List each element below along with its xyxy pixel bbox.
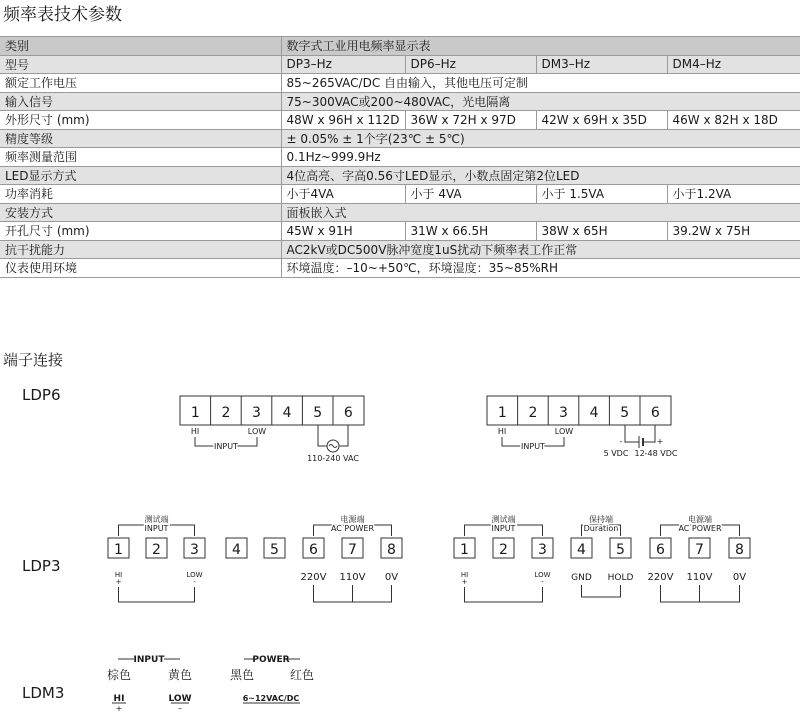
- terminal-number: 2: [499, 542, 508, 558]
- hold-wire: [582, 585, 621, 597]
- voltage-110-label: 110V: [339, 572, 366, 583]
- row-value: 45W x 91H: [281, 222, 405, 241]
- input-label: INPUT: [144, 524, 169, 533]
- model-cell: DP6–Hz: [405, 55, 536, 74]
- minus-sign: -: [541, 578, 544, 586]
- input-wire: [465, 587, 543, 602]
- hi-label: HI: [497, 427, 507, 436]
- terminal-number: 8: [387, 542, 396, 558]
- terminal-number: 4: [282, 405, 292, 421]
- model-label-ldm3: LDM3: [22, 684, 65, 702]
- terminal-number: 3: [538, 542, 547, 558]
- ldm3-diagram: [107, 655, 314, 713]
- terminal-number: 5: [620, 405, 630, 421]
- terminal-section-title: 端子连接: [3, 351, 64, 369]
- terminal-number: 7: [695, 542, 704, 558]
- row-value: 75~300VAC或200~480VAC，光电隔离: [281, 92, 800, 111]
- row-value: 0.1Hz~999.9Hz: [281, 148, 800, 167]
- row-value: ± 0.05% ± 1个字(23℃ ± 5℃): [281, 129, 800, 148]
- input-label: INPUT: [214, 442, 238, 451]
- row-value: AC2kV或DC500V脉冲宽度1uS扰动下频率表工作正常: [281, 240, 800, 259]
- duration-label: Duration: [583, 524, 619, 533]
- terminal-number: 4: [232, 542, 241, 558]
- row-value: 面板嵌入式: [281, 203, 800, 222]
- low-label: LOW: [534, 571, 551, 579]
- row-value: 36W x 72H x 97D: [405, 111, 536, 130]
- input-label: INPUT: [133, 655, 165, 665]
- terminal-number: 3: [559, 405, 568, 421]
- ac-power-label: AC POWER: [330, 524, 375, 533]
- plus-sign: +: [461, 578, 468, 586]
- row-label: 频率测量范围: [0, 148, 281, 167]
- terminal-number: 4: [589, 405, 599, 421]
- hi-label: HI: [114, 571, 123, 579]
- power-range-label: 6~12VAC/DC: [242, 694, 300, 703]
- minus-sign: -: [193, 578, 196, 586]
- row-value: 小于 4VA: [405, 185, 536, 204]
- plus-sign: +: [656, 437, 664, 446]
- input-wire: [119, 587, 195, 602]
- wire-color-yellow: 黄色: [167, 668, 193, 682]
- row-label: 开孔尺寸 (mm): [0, 222, 281, 241]
- terminal-number: 5: [616, 542, 625, 558]
- hi-label: HI: [460, 571, 469, 579]
- minus-sign: -: [619, 437, 623, 446]
- row-label: LED显示方式: [0, 166, 281, 185]
- row-value: 小于 1.5VA: [536, 185, 667, 204]
- terminal-number: 3: [190, 542, 199, 558]
- row-label: 型号: [0, 55, 281, 74]
- power-terminal-label: 电源端: [688, 515, 712, 524]
- terminal-number: 1: [190, 405, 200, 421]
- row-value: 环境温度：–10~+50℃，环境湿度：35~85%RH: [281, 259, 800, 278]
- row-label: 精度等级: [0, 129, 281, 148]
- voltage-220-label: 220V: [300, 572, 327, 583]
- terminal-number: 2: [152, 542, 161, 558]
- gnd-label: GND: [571, 573, 592, 583]
- terminal-number: 2: [528, 405, 538, 421]
- row-value: 85~265VAC/DC 自由输入，其他电压可定制: [281, 74, 800, 93]
- hi-label: HI: [190, 427, 200, 436]
- row-value: 39.2W x 75H: [667, 222, 800, 241]
- row-value: 46W x 82H x 18D: [667, 111, 800, 130]
- row-value: 4位高亮、字高0.56寸LED显示，小数点固定第2位LED: [281, 166, 800, 185]
- model-cell: DM4–Hz: [667, 55, 800, 74]
- page-title: 频率表技术参数: [3, 5, 122, 25]
- row-label: 抗干扰能力: [0, 240, 281, 259]
- row-label: 功率消耗: [0, 185, 281, 204]
- hold-terminal-label: 保持端: [589, 515, 613, 524]
- terminal-number: 8: [735, 542, 744, 558]
- row-label: 类别: [0, 37, 281, 56]
- terminal-number: 1: [497, 405, 507, 421]
- hi-label: HI: [113, 694, 125, 704]
- power-terminal-label: 电源端: [340, 515, 365, 524]
- low-label: LOW: [186, 571, 203, 579]
- model-label-ldp6: LDP6: [22, 386, 61, 404]
- low-label: LOW: [247, 427, 267, 436]
- row-value: 小于1.2VA: [667, 185, 800, 204]
- terminal-number: 3: [252, 405, 261, 421]
- model-cell: DM3–Hz: [536, 55, 667, 74]
- model-cell: DP3–Hz: [281, 55, 405, 74]
- row-value: 42W x 69H x 35D: [536, 111, 667, 130]
- row-label: 外形尺寸 (mm): [0, 111, 281, 130]
- row-label: 输入信号: [0, 92, 281, 111]
- test-terminal-label: 测试端: [144, 515, 169, 524]
- terminal-number: 2: [221, 405, 231, 421]
- voltage-220-label: 220V: [647, 572, 674, 583]
- row-label: 安装方式: [0, 203, 281, 222]
- voltage-0-label: 0V: [732, 572, 747, 583]
- dc-voltage-left-label: 5 VDC: [603, 449, 629, 458]
- terminal-number: 5: [313, 405, 323, 421]
- minus-sign: –: [178, 704, 182, 713]
- dc-wire-left: [625, 425, 639, 442]
- low-label: LOW: [168, 694, 192, 704]
- wire-color-black: 黑色: [229, 668, 255, 682]
- model-label-ldp3: LDP3: [22, 557, 61, 575]
- terminal-number: 6: [650, 405, 660, 421]
- ldp3-diagram-basic: [108, 514, 402, 602]
- row-label: 仪表使用环境: [0, 259, 281, 278]
- ldp3-diagram-hold: [454, 514, 750, 602]
- voltage-110-label: 110V: [686, 572, 713, 583]
- row-value: 31W x 66.5H: [405, 222, 536, 241]
- ac-power-label: AC POWER: [678, 524, 722, 533]
- terminal-number: 7: [348, 542, 357, 558]
- ldp6-diagram-dc: [487, 396, 678, 458]
- dc-voltage-right-label: 12-48 VDC: [634, 449, 678, 458]
- terminal-number: 4: [577, 542, 586, 558]
- row-value: 48W x 96H x 112D: [281, 111, 405, 130]
- input-label: INPUT: [491, 524, 516, 533]
- terminal-number: 6: [656, 542, 665, 558]
- row-value: 38W x 65H: [536, 222, 667, 241]
- dc-wire-right: [643, 425, 655, 442]
- row-label: 额定工作电压: [0, 74, 281, 93]
- low-label: LOW: [554, 427, 574, 436]
- terminal-number: 5: [270, 542, 279, 558]
- wire-color-red: 红色: [289, 668, 315, 682]
- hold-label: HOLD: [607, 573, 634, 583]
- wire-color-brown: 棕色: [106, 668, 132, 682]
- plus-sign: +: [115, 578, 122, 586]
- terminal-number: 6: [309, 542, 318, 558]
- terminal-number: 1: [114, 542, 123, 558]
- ldp6-diagram-ac: [180, 396, 364, 463]
- voltage-0-label: 0V: [384, 572, 399, 583]
- power-label: POWER: [252, 655, 290, 665]
- ac-voltage-label: 110-240 VAC: [307, 454, 359, 463]
- plus-sign: +: [115, 704, 123, 713]
- row-value: 小于4VA: [281, 185, 405, 204]
- terminal-number: 1: [460, 542, 469, 558]
- input-label: INPUT: [521, 442, 545, 451]
- terminal-number: 6: [343, 405, 353, 421]
- row-value: 数字式工业用电频率显示表: [281, 37, 800, 56]
- test-terminal-label: 测试端: [491, 515, 516, 524]
